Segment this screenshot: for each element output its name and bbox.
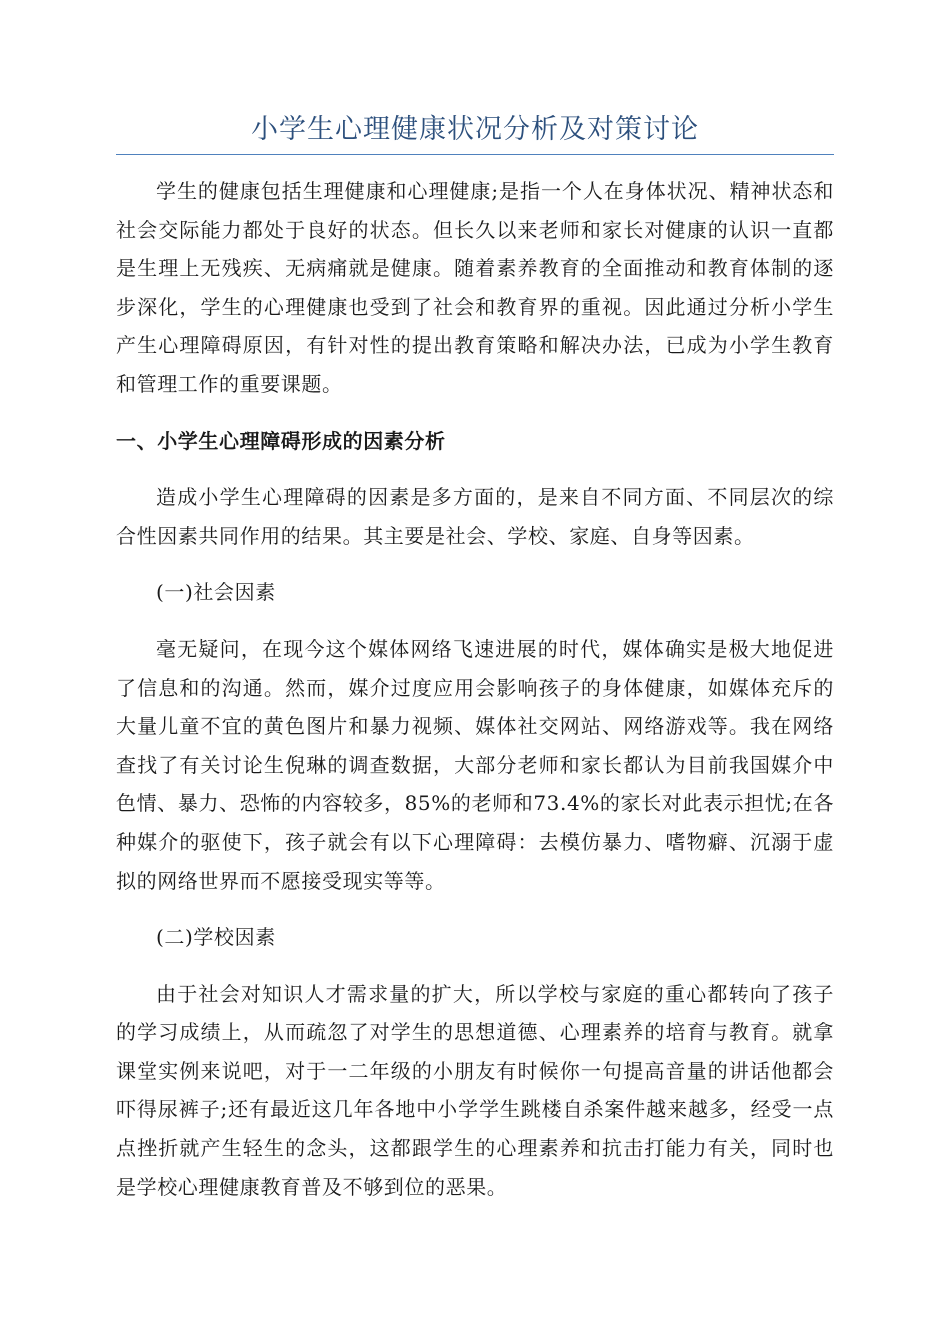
document-title: 小学生心理健康状况分析及对策讨论 [251, 114, 699, 145]
intro-paragraph: 学生的健康包括生理健康和心理健康;是指一个人在身体状况、精神状态和社会交际能力都处于良好的状态。但长久以来老师和家长对健康的认识一直都是生理上无残疾、无病痛就是健康。随着素养教育的全面推动和教育体制的逐步深化，学生的心理健康也受到了社会和教育界的重视。因此通过分析小学生产生心理障碍原因，有针对性的提出教育策略和解决办法，已成为小学生教育和管理工作的重要课题。 [116, 179, 834, 396]
subsection-heading-social: (一)社会因素 [156, 580, 276, 605]
section-intro-paragraph: 造成小学生心理障碍的因素是多方面的，是来自不同方面、不同层次的综合性因素共同作用的结果。其主要是社会、学校、家庭、自身等因素。 [116, 485, 834, 548]
subsection-heading-school: (二)学校因素 [156, 925, 276, 950]
school-factors-paragraph: 由于社会对知识人才需求量的扩大，所以学校与家庭的重心都转向了孩子的学习成绩上，从而疏忽了对学生的思想道德、心理素养的培育与教育。就拿课堂实例来说吧，对于一二年级的小朋友有时候你一句提高音量的讲话他都会吓得尿裤子;还有最近这几年各地中小学学生跳楼自杀案件越来越多，经受一点点挫折就产生轻生的念头，这都跟学生的心理素养和抗击打能力有关，同时也是学校心理健康教育普及不够到位的恶果。 [116, 981, 834, 1199]
social-factors-paragraph: 毫无疑问，在现今这个媒体网络飞速进展的时代，媒体确实是极大地促进了信息和的沟通。然而，媒介过度应用会影响孩子的身体健康，如媒体充斥的大量儿童不宜的黄色图片和暴力视频、媒体社交网站、网络游戏等。我在网络查找了有关讨论生倪琳的调查数据，大部分老师和家长都认为目前我国媒介中色情、暴力、恐怖的内容较多，85%的老师和73.4%的家长对此表示担忧;在各种媒介的驱使下，孩子就会有以下心理障碍：去模仿暴力、嗜物癖、沉溺于虚拟的网络世界而不愿接受现实等等。 [116, 636, 834, 893]
document-body [116, 172, 834, 1206]
title-underline [116, 154, 834, 155]
section-heading: 一、小学生心理障碍形成的因素分析 [116, 428, 446, 453]
